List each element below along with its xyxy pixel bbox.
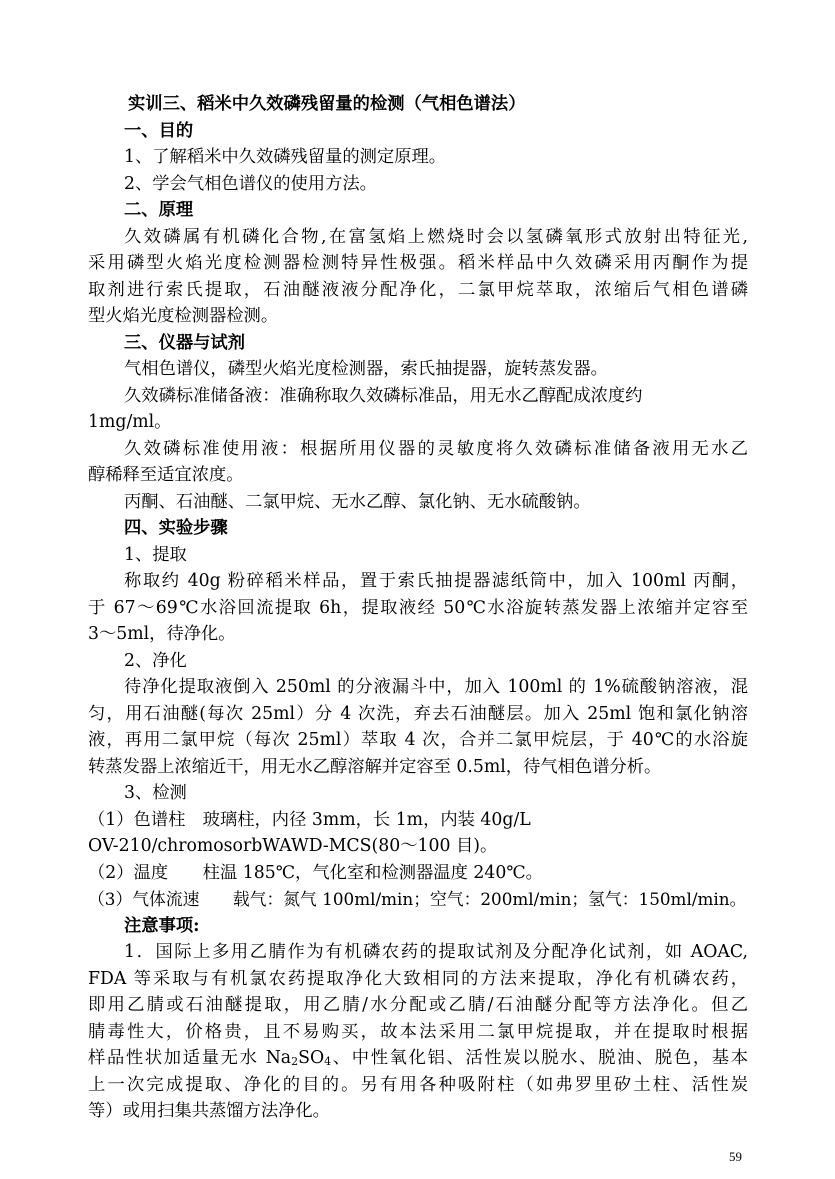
extract-line: 称取约 40g 粉碎稻米样品，置于索氏抽提器滤纸筒中，加入 100ml 丙酮， [124, 571, 748, 591]
stock-solution-line: 久效磷标准储备液：准确称取久效磷标准品，用无水乙醇配成浓度约 [124, 385, 643, 406]
principle-line: 久效磷属有机磷化合物,在富氢焰上燃烧时会以氢磷氧形式放射出特征光, [124, 226, 748, 247]
formula-subscript: 4 [324, 1055, 332, 1068]
notes-line: 即用乙腈或石油醚提取，用乙腈/水分配或乙腈/石油醚分配等方法净化。但乙 [88, 995, 748, 1015]
notes-line-with-formula [88, 1045, 748, 1072]
purpose-item: 1、了解稻米中久效磷残留量的测定原理。 [124, 147, 447, 167]
detect-line: （1）色谱柱 玻璃柱，内径 3mm，长 1m，内装 40g/L [88, 809, 531, 830]
purify-line: 液，再用二氯甲烷（每次 25ml）萃取 4 次，合并二氯甲烷层，于 40℃的水浴旋 [88, 730, 748, 750]
notes-line: 上一次完成提取、净化的目的。另有用各种吸附柱（如弗罗里矽土柱、活性炭 [88, 1074, 748, 1095]
detect-line: OV-210/chromosorbWAWD-MCS(80～100 目)。 [88, 836, 498, 856]
purify-line: 匀，用石油醚(每次 25ml）分 4 次洗，弃去石油醚层。加入 25ml 饱和氯化钠溶 [88, 703, 748, 724]
extract-line: 3～5ml，待净化。 [88, 624, 236, 644]
principle-line: 采用磷型火焰光度检测器检测特异性极强。稻米样品中久效磷采用丙酮作为提 [88, 253, 748, 273]
principle-line: 取剂进行索氏提取，石油醚液液分配净化，二氯甲烷萃取，浓缩后气相色谱磷 [88, 279, 748, 300]
purify-line: 待净化提取液倒入 250ml 的分液漏斗中，加入 100ml 的 1%硫酸钠溶液，混 [124, 677, 748, 697]
formula-subscript: 2 [291, 1055, 299, 1068]
purify-heading: 2、净化 [124, 650, 187, 671]
page-number: 59 [729, 1149, 742, 1164]
notes-line: FDA 等采取与有机氯农药提取净化大致相同的方法来提取，净化有机磷农药， [88, 968, 748, 989]
document-body [88, 91, 748, 1125]
principle-heading: 二、原理 [124, 200, 194, 220]
instruments-list: 气相色谱仪，磷型火焰光度检测器，索氏抽提器，旋转蒸发器。 [124, 359, 608, 379]
document-title: 实训三、稻米中久效磷残留量的检测（气相色谱法） [128, 94, 526, 114]
detect-heading: 3、检测 [124, 783, 187, 803]
stock-solution-line: 1mg/ml。 [88, 412, 172, 432]
notes-line: 等）或用扫集共蒸馏方法净化。 [88, 1101, 330, 1121]
notes-text: SO [298, 1048, 325, 1068]
notes-line: 腈毒性大，价格贵，且不易购买，故本法采用二氯甲烷提取，并在提取时根据 [88, 1021, 748, 1042]
detect-line: （2）温度 柱温 185℃，气化室和检测器温度 240℃。 [88, 862, 543, 883]
notes-line: 1．国际上多用乙腈作为有机磷农药的提取试剂及分配净化试剂，如 AOAC, [124, 942, 748, 962]
purify-line: 转蒸发器上浓缩近干，用无水乙醇溶解并定容至 0.5ml，待气相色谱分析。 [88, 756, 662, 777]
instruments-heading: 三、仪器与试剂 [124, 332, 245, 353]
principle-line: 型火焰光度检测器检测。 [88, 306, 279, 326]
extract-heading: 1、提取 [124, 544, 187, 565]
purpose-heading: 一、目的 [124, 120, 194, 141]
extract-line: 于 67～69℃水浴回流提取 6h，提取液经 50℃水浴旋转蒸发器上浓缩并定容至 [88, 597, 748, 618]
purpose-item: 2、学会气相色谱仪的使用方法。 [124, 173, 377, 194]
reagents-list: 丙酮、石油醚、二氯甲烷、无水乙醇、氯化钠、无水硫酸钠。 [124, 491, 591, 512]
notes-heading: 注意事项: [124, 915, 200, 936]
notes-text: 样品性状加适量无水 Na [88, 1048, 292, 1068]
working-solution-line: 醇稀释至适宜浓度。 [88, 465, 244, 485]
working-solution-line: 久效磷标准使用液：根据所用仪器的灵敏度将久效磷标准储备液用无水乙 [124, 438, 748, 459]
steps-heading: 四、实验步骤 [124, 518, 228, 538]
notes-text: 、中性氧化铝、活性炭以脱水、脱油、脱色，基本 [331, 1048, 748, 1068]
detect-line: （3）气体流速 载气：氮气 100ml/min；空气：200ml/min；氢气：150ml/min。 [88, 889, 747, 909]
